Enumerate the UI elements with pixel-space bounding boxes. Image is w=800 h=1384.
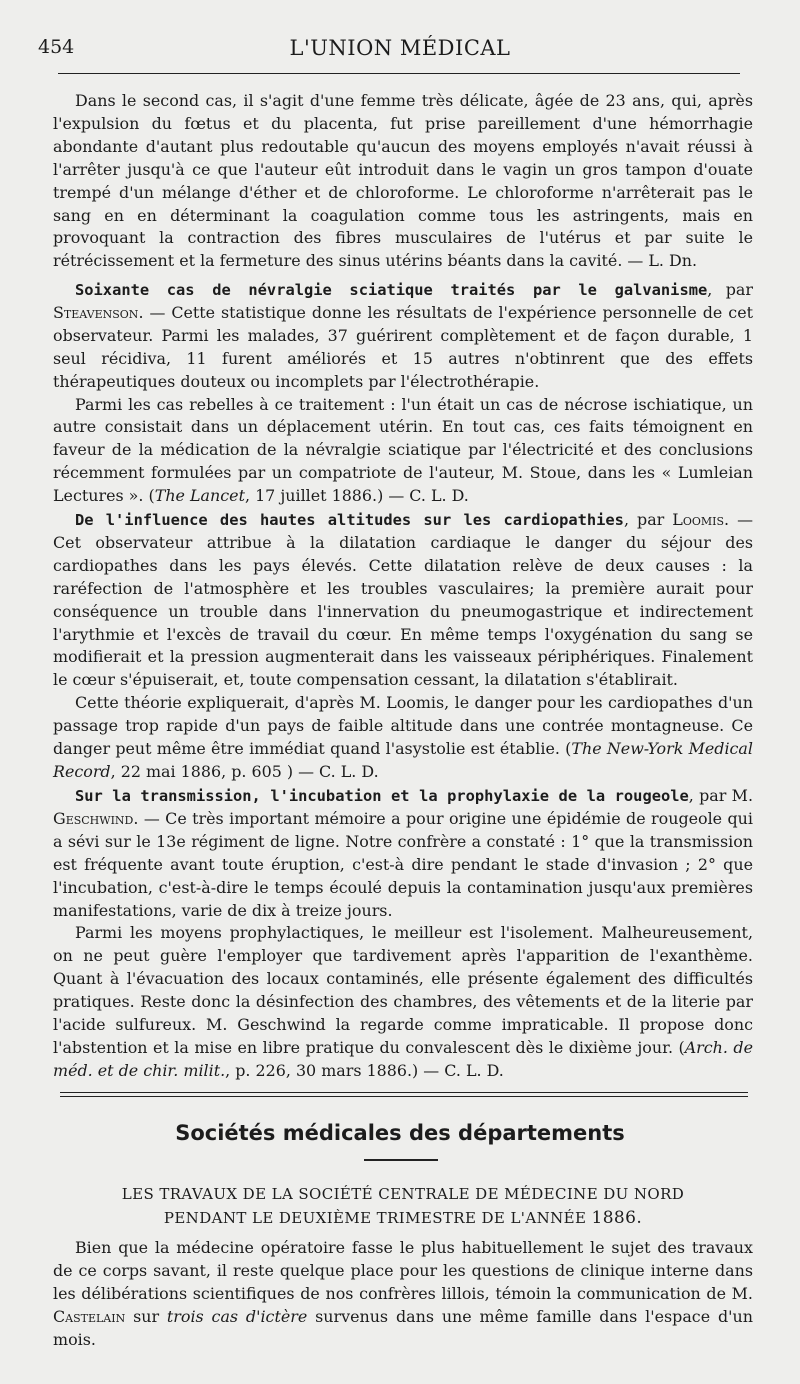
article-paragraph: Parmi les cas rebelles à ce traitement : l'un était un cas de nécrose ischiatique, un autre consistait dans un déplacement utérin. En tout cas, ces faits témoignent en faveur de la médication de la névralgie sciatique par l'électricité et des conclusions récemment formulées par un compatriote de l'auteur, M. Stoue, dans les « Lumleian Lectures ». (The Lancet, 17 juillet 1886.) — C. L. D. <box>53 394 753 506</box>
article-altitudes <box>53 509 753 784</box>
article-author: Steavenson <box>53 302 139 322</box>
article-paragraph: Cette théorie expliquerait, d'après M. Loomis, le danger pour les cardiopathes d'un passage trop rapide d'un pays de faible altitude dans une contrée montagneuse. Ce danger peut même être immédiat quand l'asystolie est établie. (The New-York Medical Record, 22 mai 1886, p. 605 ) — C. L. D. <box>53 693 753 781</box>
article-title: De l'influence des hautes altitudes sur les cardiopathies <box>75 511 624 529</box>
article-author: Loomis <box>672 510 725 529</box>
section-title-underline <box>364 1159 438 1161</box>
article-rougeole <box>53 785 753 1083</box>
journal-citation: The New-York Medical Record <box>53 739 753 781</box>
case-topic: trois cas d'ictère <box>166 1306 308 1326</box>
article-title: Sur la transmission, l'incubation et la prophylaxie de la rougeole <box>75 787 689 805</box>
section-subtitle-line1: LES TRAVAUX DE LA SOCIÉTÉ CENTRALE DE MÉDECINE DU NORD <box>121 1185 685 1203</box>
article-paragraph: De l'influence des hautes altitudes sur les cardiopathies, par Loomis. — Cet observateur attribue à la dilatation cardiaque le danger du séjour des cardiopathes dans les pays élevés. Cette dilatation relève de deux causes : la raréfection de l'atmosphère et les troubles vasculaires; la première aurait pour conséquence un trouble dans l'innervation du pneumogastrique et indirectement l'arythmie et l'excès de travail du cœur. En même temps l'oxygénation du sang se modifierait et la pression augmenterait dans les vaisseaux périphériques. Finalement le cœur s'épuiserait, et, toute compensation cessant, la dilatation s'établirait. <box>53 510 753 690</box>
article-paragraph: Parmi les moyens prophylactiques, le meilleur est l'isolement. Malheureusement, on ne peut guère l'employer que tardivement après l'apparition de l'exanthème. Quant à l'évacuation des locaux contaminés, elle présente également des difficultés pratiques. Reste donc la désinfection des chambres, des vêtements et de la literie par l'acide sulfureux. M. Geschwind la regarde comme impraticable. Il propose donc l'abstention et la mise en libre pratique du convalescent dès le dixième jour. (Arch. de méd. et de chir. milit., p. 226, 30 mars 1886.) — C. L. D. <box>53 923 754 1080</box>
article-author: Castelain <box>53 1306 126 1326</box>
article-title: Soixante cas de névralgie sciatique traités par le galvanisme <box>75 281 708 299</box>
section-body <box>53 1237 753 1352</box>
section-double-rule-top <box>60 1092 748 1093</box>
running-title: L'UNION MÉDICAL <box>289 36 511 60</box>
page-number: 454 <box>38 36 75 58</box>
article-continuation <box>53 90 753 273</box>
section-subtitle-line2: PENDANT LE DEUXIÈME TRIMESTRE DE L'ANNÉE 1886. <box>163 1208 643 1228</box>
article-paragraph: Dans le second cas, il s'agit d'une femme très délicate, âgée de 23 ans, qui, après l'expulsion du fœtus et du placenta, fut prise pareillement d'une hémorrhagie abondante d'autant plus redoutable qu'aucun des moyens employés n'avait réussi à l'arrêter jusqu'à ce que l'auteur eût introduit dans le vagin un gros tampon d'ouate trempé d'un mélange d'éther et de chloroforme. Le chloroforme n'arrêterait pas le sang en en déterminant la coagulation comme tous les astringents, mais en provoquant la contraction des fibres musculaires de l'utérus et par suite le rétrécissement et la fermeture des sinus utérins béants dans la cavité. — L. Dn. <box>53 91 753 271</box>
section-title: Sociétés médicales des départements <box>175 1121 625 1145</box>
article-paragraph: Sur la transmission, l'incubation et la prophylaxie de la rougeole, par M. Geschwind. — Ce très important mémoire a pour origine une épidémie de rougeole qui a sévi sur le 13e régiment de ligne. Notre confrère a constaté : 1° que la transmission est fréquente avant toute éruption, c'est-à dire pendant le stade d'invasion ; 2° que l'incubation, c'est-à-dire le temps écoulé depuis la contamination jusqu'aux premières manifestations, varie de dix à treize jours. <box>53 786 753 920</box>
journal-citation: Arch. de méd. et de chir. milit. <box>53 1037 754 1080</box>
header-rule <box>58 73 740 74</box>
section-year: 1886. <box>591 1208 643 1228</box>
article-author: Geschwind <box>53 808 134 828</box>
article-sciatica <box>53 279 753 508</box>
section-double-rule-bottom <box>60 1096 748 1097</box>
journal-citation: The Lancet <box>154 486 245 506</box>
article-paragraph: Soixante cas de névralgie sciatique traités par le galvanisme, par Steavenson. — Cette statistique donne les résultats de l'expérience personnelle de cet observateur. Parmi les malades, 37 guérirent complètement et de façon durable, 1 seul récidiva, 11 furent améliorés et 15 autres n'obtinrent que des effets thérapeutiques douteux ou incomplets par l'électrothérapie. <box>53 280 753 391</box>
article-paragraph: Bien que la médecine opératoire fasse le plus habituellement le sujet des travaux de ce corps savant, il reste quelque place pour les questions de clinique interne dans les délibérations scientifiques de nos confrères lillois, témoin la communication de M. Castelain sur trois cas d'ictère survenus dans une même famille dans l'espace d'un mois. <box>53 1238 753 1349</box>
